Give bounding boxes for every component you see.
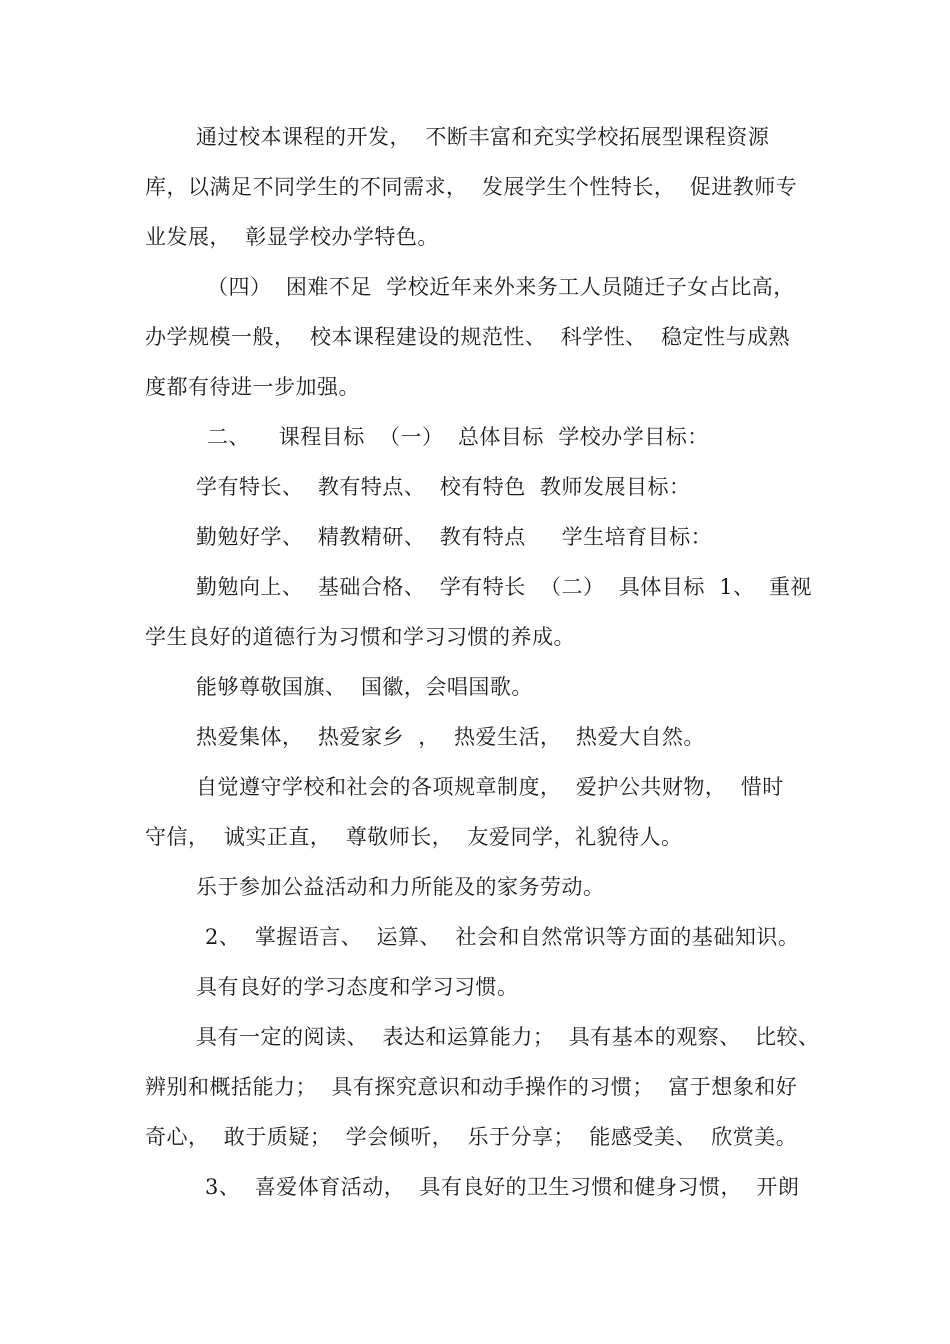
text-line: 3、 喜爱体育活动， 具有良好的卫生习惯和健身习惯， 开朗 — [205, 1175, 800, 1199]
text-line: 学生良好的道德行为习惯和学习习惯的养成。 — [145, 625, 575, 649]
text-line: 学有特长、 教有特点、 校有特色 教师发展目标： — [196, 475, 691, 499]
text-line: 乐于参加公益活动和力所能及的家务劳动。 — [196, 875, 605, 899]
text-line: 勤勉向上、 基础合格、 学有特长 （二） 具体目标 1、 重视 — [196, 575, 812, 599]
text-line: 奇心， 敢于质疑； 学会倾听， 乐于分享； 能感受美、 欣赏美。 — [145, 1125, 798, 1149]
text-line: 守信， 诚实正直， 尊敬师长， 友爱同学，礼貌待人。 — [145, 825, 683, 849]
text-line: 辨别和概括能力； 具有探究意识和动手操作的习惯； 富于想象和好 — [145, 1075, 798, 1099]
text-line: 二、 课程目标 （一） 总体目标 学校办学目标： — [207, 425, 709, 449]
text-line: （四） 困难不足 学校近年来外来务工人员随迁子女占比高， — [207, 275, 795, 299]
text-line: 度都有待进一步加强。 — [145, 375, 360, 399]
text-line: 具有良好的学习态度和学习习惯。 — [196, 975, 519, 999]
text-line: 办学规模一般， 校本课程建设的规范性、 科学性、 稳定性与成熟 — [145, 325, 791, 349]
text-line: 2、 掌握语言、 运算、 社会和自然常识等方面的基础知识。 — [205, 925, 800, 949]
text-line: 自觉遵守学校和社会的各项规章制度， 爱护公共财物， 惜时 — [196, 775, 784, 799]
text-line: 业发展， 彰显学校办学特色。 — [145, 225, 439, 249]
text-line: 通过校本课程的开发， 不断丰富和充实学校拓展型课程资源 — [196, 125, 770, 149]
text-line: 勤勉好学、 精教精研、 教有特点 学生培育目标： — [196, 525, 713, 549]
text-line: 具有一定的阅读、 表达和运算能力； 具有基本的观察、 比较、 — [196, 1025, 820, 1049]
text-line: 能够尊敬国旗、 国徽，会唱国歌。 — [196, 675, 533, 699]
text-line: 库，以满足不同学生的不同需求， 发展学生个性特长， 促进教师专 — [145, 175, 798, 199]
text-line: 热爱集体， 热爱家乡 ， 热爱生活， 热爱大自然。 — [196, 725, 705, 749]
